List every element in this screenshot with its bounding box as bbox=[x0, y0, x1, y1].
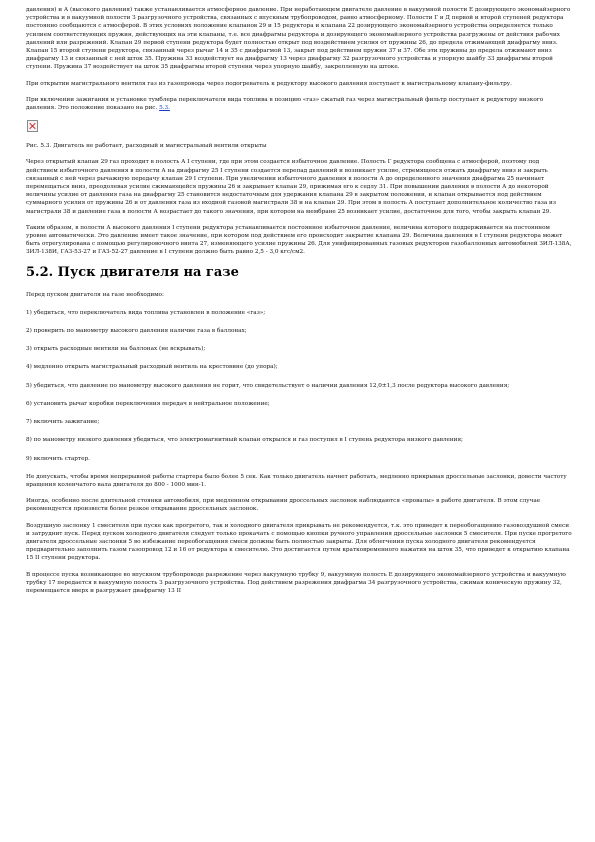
body-paragraph-2: Таким образом, в полости А высокого давления I ступени редуктора устанавливается постоянное избыточное давление, величина которого поддерживается на постоянном уровне автоматически. Это давление имеет такое значение, при котором под действием его происходит закрытие клапана 29. Величина давления в I ступени редуктора может быть отрегулирована с помощью регулировочного винта 27, изменяющего усилие пружины 26. Для унифицированных газовых редукторов газобаллонных автомобилей ЗИЛ-138А, ЗИЛ-138И, ГАЗ-53-27 и ГАЗ-52-27 давление в I ступени должно быть равно 2,5 - 3,0 кгс/см2. bbox=[26, 224, 572, 256]
list-item: 1) убедиться, что переключатель вида топлива установлен в положение «газ»; bbox=[26, 309, 266, 316]
intro-paragraph-3-text: При включении зажигания и установке тумблера переключателя вида топлива в позицию «газ» сжатый газ через магистральный фильтр поступает к редуктору низкого давления. Это положение показано на рис. bbox=[26, 96, 544, 112]
figure-caption: Рис. 5.3. Двигатель не работает, расходный и магистральный вентили открыты bbox=[26, 143, 267, 150]
list-item: 9) включить стартер. bbox=[26, 455, 90, 462]
startup-steps-list bbox=[26, 291, 572, 463]
closing-paragraph-2: Иногда, особенно после длительной стоянки автомобиля, при медленном открывании дроссельных заслонок наблюдаются «провалы» в работе двигателя. В этом случае рекомендуется произвести более резкое открывание дроссельных заслонок. bbox=[26, 498, 541, 513]
intro-paragraph-1: давления) и А (высокого давления) также устанавливается атмосферное давление. При неработающем двигателе давление в вакуумной полости Е дозирующего экономайзерного устройства и в вакуумной полости З разгрузочного устройства, связанных с впускным трубопроводом, равно атмосферному. Полости Г и Д первой и второй ступеней редуктора постоянно сообщаются с атмосферой. В этих условиях положение клапанов 29 и 15 редуктора и клапана 22 дозирующего экономайзерного устройства определяется только усилием соответствующих пружин, действующих на эти клапаны, т.е. все диафрагмы редуктора и дозирующего экономайзерного устройства разгружены от действия рабочих давлений или разрежений. Клапан 29 первой ступени редуктора будет полностью открыт под воздействием усилия от пружины 26, до предела отжимающей диафрагму вниз. Клапан 15 второй ступени редуктора, связанный через рычаг 14 и 35 с диафрагмой 13, закрыт под действием пружин 37 и 37. Обе эти пружины до предела отжимают вниз диафрагму 13 и связанный с ней шток 35. Пружина 33 воздействует на диафрагму 13 через диафрагму 32 разгрузочного устройства и упорную шайбу 33 диафрагмы второй ступени. Пружина 37 воздействует на шток 35 диафрагмы второй ступени через упорную шайбу, закрепленную на штоке. bbox=[26, 7, 571, 71]
figure-link[interactable]: 5.3. bbox=[159, 105, 170, 112]
section-heading: 5.2. Пуск двигателя на газе bbox=[26, 264, 239, 280]
list-item: 8) по манометру низкого давления убедиться, что электромагнитный клапан открылся и газ поступил в I ступень редуктора низкого давления; bbox=[26, 437, 463, 444]
intro-paragraph-2: При открытии магистрального вентиля газ из газопровода через подогреватель к редуктору высокого давления поступает к магистральному клапану-фильтру. bbox=[26, 80, 512, 87]
list-item: 7) включить зажигание; bbox=[26, 419, 100, 426]
broken-image-icon bbox=[27, 120, 38, 132]
list-item: 5) убедиться, что давление по манометру высокого давления не горит, что свидетельствует о наличии давления 12,0±1,3 после редуктора высокого давления; bbox=[26, 382, 510, 389]
closing-paragraph-4: В процессе пуска возникающее во впускном трубопроводе разрежение через вакуумную трубку 9, вакуумную полость Е дозирующего экономайзерного устройства и вакуумную трубку 17 передается в вакуумную полость З разгрузочного устройства. Под действием разрежения диафрагма 34 разгрузочного устройства, сжимая коническую пружину 32, перемещается вверх и разгружает диафрагму 13 II bbox=[26, 571, 566, 594]
list-item: 4) медленно открыть магистральный расходный вентиль на крестовине (до упора); bbox=[26, 364, 278, 371]
intro-paragraph-3 bbox=[26, 96, 572, 112]
document-page bbox=[26, 6, 572, 603]
list-item: 2) проверить по манометру высокого давления наличие газа в баллонах; bbox=[26, 328, 247, 335]
closing-paragraph-1: Не допускать, чтобы время непрерывной работы стартера было более 5 сек. Как только двигатель начнет работать, медленно прикрывая дроссельные заслонки, довести частоту вращения коленчатого вала двигателя до 800 - 1000 мин-1. bbox=[26, 473, 567, 488]
list-item: 3) открыть расходные вентили на баллонах (не вскрывать); bbox=[26, 346, 206, 353]
body-paragraph-1: Через открытый клапан 29 газ проходит в полость А I ступени, где при этом создается избыточное давление. Полость Г редуктора сообщена с атмосферой, поэтому под действием избыточного давления в полости А на диафрагму 25 I ступени создается перепад давлений и возникает усилие, стремящееся отжать диафрагму вниз и закрыть связанный с ней через рычажную передачу клапан 29 I ступени. При увеличении избыточного давления в полости А до определенного значения диафрагма 25 начинает перемещаться вниз, преодолевая усилие сжимающейся пружины 26 и закрывает клапан 29, прижимая его к седлу 31. При повышении давления в полости А до некоторой величины усилие от давления газа на диафрагму 25 становится недостаточным для удержания клапана 29 в закрытом положении, и клапан открывается под действием суммарного усилия от пружины 26 и от давления газа из входной газовой магистрали 38 и на клапан 29. При этом в полость А поступает дополнительное количество газа из магистрали 38 и давление газа в полости А возрастает до такого значения, при котором на мембране 25 возникает усилие, достаточное для того, чтобы закрыть клапан 29. bbox=[26, 159, 556, 215]
closing-paragraph-3: Воздушную заслонку 1 смесителя при пуске как прогретого, так и холодного двигателя прикрывать не рекомендуется, т.к. это приведет к переобогащению газовоздушной смеси и затруднит пуск. Перед пуском холодного двигателя следует только прокачать с помощью кнопки ручного управления дроссельные заслонки 5 смесителя. При пуске прогретого двигателя дроссельные заслонки 5 во избежание переобогащения смеси должны быть полностью закрыты. Для облегчения пуска холодного двигателя рекомендуется предварительно заполнить газом газопровод 12 и 16 от редуктора к смесителю. Это достигается путем кратковременного нажатия на шток 35, что приведет к открытию клапана 15 II ступени редуктора. bbox=[26, 522, 572, 562]
list-item: 6) установить рычаг коробки переключения передач в нейтральное положение; bbox=[26, 400, 270, 407]
list-intro: Перед пуском двигателя на газе необходимо: bbox=[26, 291, 164, 298]
